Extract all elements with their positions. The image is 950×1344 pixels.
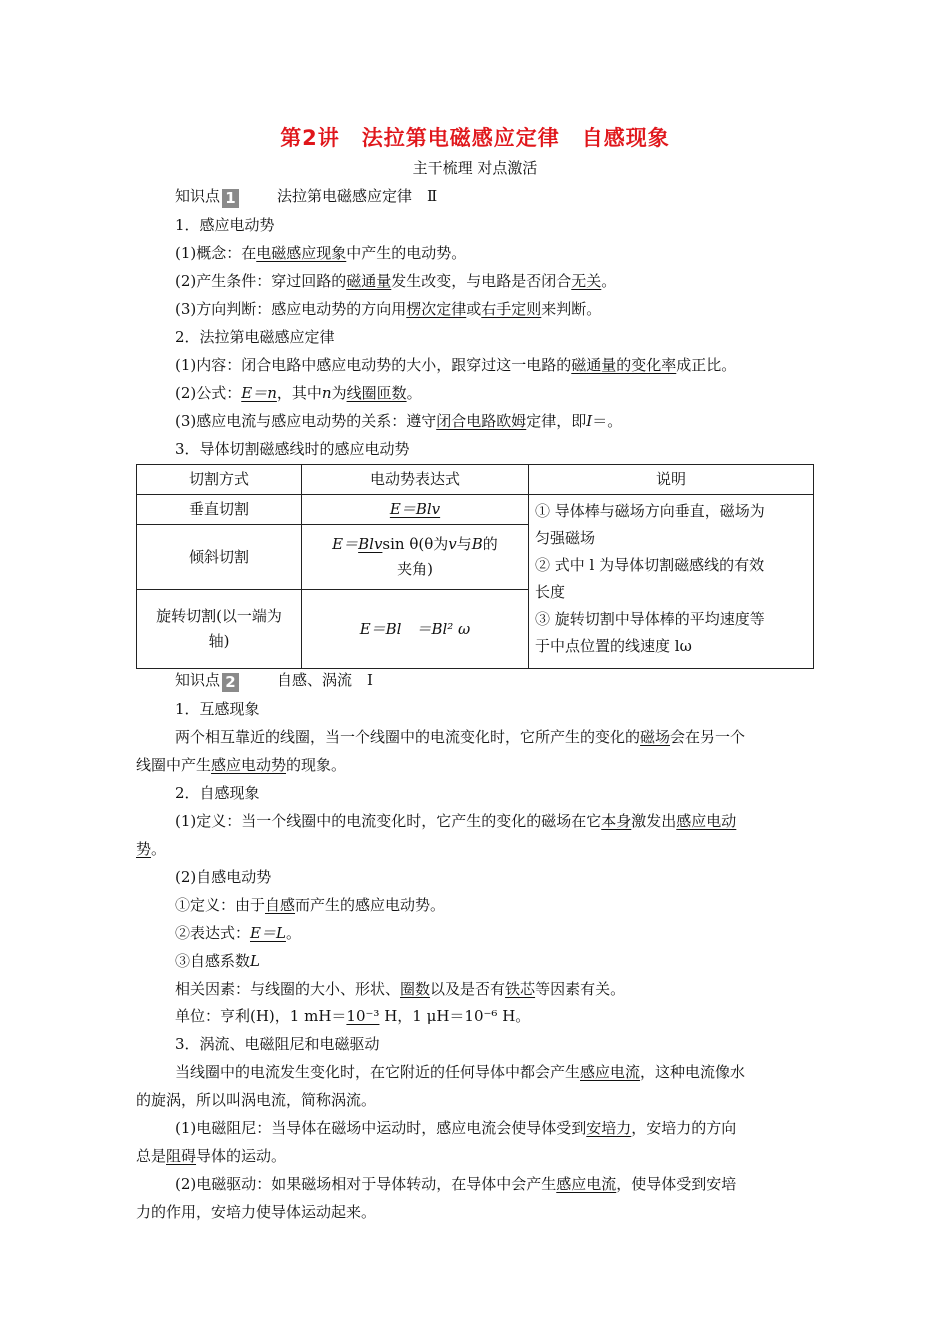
paragraph-line: (3)方向判断：感应电动势的方向用楞次定律或右手定则来判断。 xyxy=(175,300,602,318)
paragraph-line: 线圈中产生感应电动势的现象。 xyxy=(136,756,347,774)
paragraph-line: ①定义：由于自感而产生的感应电动势。 xyxy=(175,896,446,914)
paragraph-line: 两个相互靠近的线圈，当一个线圈中的电流变化时，它所产生的变化的磁场会在另一个 xyxy=(175,728,746,746)
table-header-row xyxy=(137,465,814,495)
paragraph-line: (3)感应电流与感应电动势的关系：遵守闭合电路欧姆定律，即I＝。 xyxy=(175,412,623,430)
paragraph-line: ②表达式：E＝L。 xyxy=(175,924,301,942)
paragraph-line: (2)公式：E＝n，其中n为线圈匝数。 xyxy=(175,384,422,402)
table-note-cell: ① 导体棒与磁场方向垂直，磁场为 匀强磁场 ② 式中 l 为导体切割磁感线的有效 长度 ③ 旋转切割中导体棒的平均速度等 于中点位置的线速度 lω xyxy=(529,495,814,669)
paragraph-line: 相关因素：与线圈的大小、形状、圈数以及是否有铁芯等因素有关。 xyxy=(175,980,626,998)
paragraph-line: (2)电磁驱动：如果磁场相对于导体转动，在导体中会产生感应电流，使导体受到安培 xyxy=(175,1175,737,1193)
page-title: 第2讲 法拉第电磁感应定律 自感现象 xyxy=(280,126,670,150)
section-heading: 3．涡流、电磁阻尼和电磁驱动 xyxy=(175,1035,380,1053)
emf-table xyxy=(136,464,814,669)
page-subtitle: 主干梳理 对点激活 xyxy=(412,159,538,177)
table-cell: E＝Blv xyxy=(302,495,529,525)
table-header-cell: 说明 xyxy=(529,465,814,495)
paragraph-line: 的旋涡，所以叫涡电流，简称涡流。 xyxy=(136,1091,377,1109)
kp-name: 自感、涡流 Ⅰ xyxy=(277,671,373,689)
kp-name: 法拉第电磁感应定律 Ⅱ xyxy=(277,187,438,205)
knowledge-point-2 xyxy=(175,670,373,692)
paragraph-line: 力的作用，安培力使导体运动起来。 xyxy=(136,1203,377,1221)
paragraph-line: 势。 xyxy=(136,840,167,858)
paragraph-line: ③自感系数L xyxy=(175,952,260,970)
paragraph-line: 当线圈中的电流发生变化时，在它附近的任何导体中都会产生感应电流，这种电流像水 xyxy=(175,1063,746,1081)
table-cell: E＝Blvsin θ(θ为v与B的 夹角) xyxy=(302,525,529,590)
paragraph-line: (1)概念：在电磁感应现象中产生的电动势。 xyxy=(175,244,467,262)
paragraph-line: (1)电磁阻尼：当导体在磁场中运动时，感应电流会使导体受到安培力，安培力的方向 xyxy=(175,1119,737,1137)
paragraph-line: (1)内容：闭合电路中感应电动势的大小，跟穿过这一电路的磁通量的变化率成正比。 xyxy=(175,356,737,374)
section-heading: 2．自感现象 xyxy=(175,784,260,802)
kp-number-badge: 2 xyxy=(222,673,239,692)
section-heading: 1．感应电动势 xyxy=(175,216,275,234)
kp-number-badge: 1 xyxy=(222,189,239,208)
paragraph-line: (2)产生条件：穿过回路的磁通量发生改变，与电路是否闭合无关。 xyxy=(175,272,617,290)
table-cell: E＝Bl ＝Bl² ω xyxy=(302,590,529,669)
table-header-cell: 电动势表达式 xyxy=(302,465,529,495)
table-cell: 旋转切割(以一端为 轴) xyxy=(137,590,302,669)
knowledge-point-1 xyxy=(175,186,437,208)
kp-prefix: 知识点 xyxy=(175,187,221,205)
section-heading: 3．导体切割磁感线时的感应电动势 xyxy=(175,440,410,458)
table-header-cell: 切割方式 xyxy=(137,465,302,495)
table-cell: 垂直切割 xyxy=(137,495,302,525)
kp-prefix: 知识点 xyxy=(175,671,221,689)
table-row xyxy=(137,495,814,525)
paragraph-line: (1)定义：当一个线圈中的电流变化时，它产生的变化的磁场在它本身激发出感应电动 xyxy=(175,812,737,830)
paragraph-line: 单位：亨利(H)，1 mH＝10⁻³ H，1 μH＝10⁻⁶ H。 xyxy=(175,1007,531,1025)
paragraph-line: 总是阻碍导体的运动。 xyxy=(136,1147,287,1165)
section-heading: 1．互感现象 xyxy=(175,700,260,718)
paragraph-line: (2)自感电动势 xyxy=(175,868,272,886)
section-heading: 2．法拉第电磁感应定律 xyxy=(175,328,335,346)
table-cell: 倾斜切割 xyxy=(137,525,302,590)
